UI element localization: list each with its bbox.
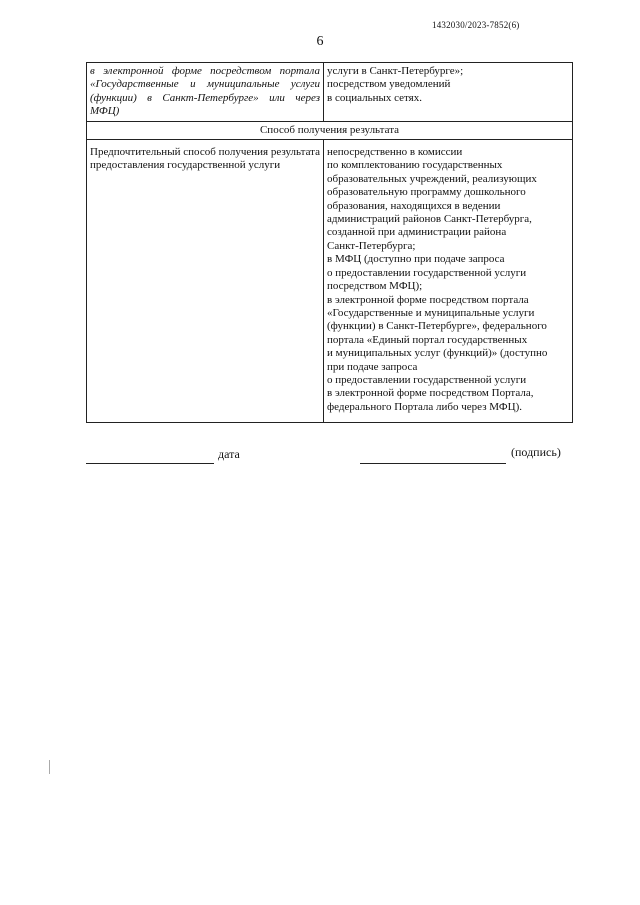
page-number: 6 xyxy=(316,34,324,49)
table-row xyxy=(87,63,573,122)
text-line: в социальных сетях. xyxy=(327,91,422,104)
signature-underline xyxy=(360,463,506,464)
date-underline xyxy=(86,463,214,464)
text-line: федерального Портала либо через МФЦ). xyxy=(327,400,522,413)
scan-mark xyxy=(49,760,50,774)
document-number: 1432030/2023-7852(6) xyxy=(432,20,520,30)
text-line: и муниципальных услуг (функций)» (доступно xyxy=(327,347,548,360)
section-header-row xyxy=(87,121,573,139)
text-line: образовательных учреждений, реализующих xyxy=(327,172,537,185)
text-line: услуги в Санкт-Петербурге»; xyxy=(327,65,464,77)
text-line: образования, находящихся в ведении xyxy=(327,199,501,212)
date-label: дата xyxy=(218,447,240,461)
text-line: по комплектованию государственных xyxy=(327,159,503,172)
text-line: Санкт-Петербурга; xyxy=(327,239,416,252)
text-line: в электронной форме посредством портала xyxy=(327,293,529,306)
text-line: в МФЦ (доступно при подаче запроса xyxy=(327,253,505,266)
table-row xyxy=(87,140,573,423)
text-line: непосредственно в комиссии xyxy=(327,146,463,159)
section-title: Способ получения результата xyxy=(87,121,573,139)
row1-left-cell: в электронной форме посредством портала «Государственные и муниципальные услуги (функции) в Санкт-Петербурге» или через МФЦ) xyxy=(87,63,324,122)
signature-label: (подпись) xyxy=(511,445,561,459)
text-line: администраций районов Санкт-Петербурга, xyxy=(327,213,532,226)
text-line: созданной при администрации района xyxy=(327,226,507,239)
text-line: образовательную программу дошкольного xyxy=(327,186,526,199)
text-line: портала «Единый портал государственных xyxy=(327,333,528,346)
text-line: при подаче запроса xyxy=(327,360,418,373)
row2-left-cell: Предпочтительный способ получения результата предоставления государственной услуги xyxy=(87,140,324,423)
row2-right-cell xyxy=(324,140,573,423)
text-line: посредством уведомлений xyxy=(327,78,451,91)
text-line: о предоставлении государственной услуги xyxy=(327,373,527,386)
row1-right-cell xyxy=(324,63,573,122)
text-line: в электронной форме посредством Портала, xyxy=(327,387,534,400)
text-line: посредством МФЦ); xyxy=(327,280,423,293)
text-line: (функции) в Санкт-Петербурге», федерального xyxy=(327,320,547,333)
service-table xyxy=(86,62,573,423)
text-line: «Государственные и муниципальные услуги xyxy=(327,306,535,319)
text-line: о предоставлении государственной услуги xyxy=(327,266,527,279)
